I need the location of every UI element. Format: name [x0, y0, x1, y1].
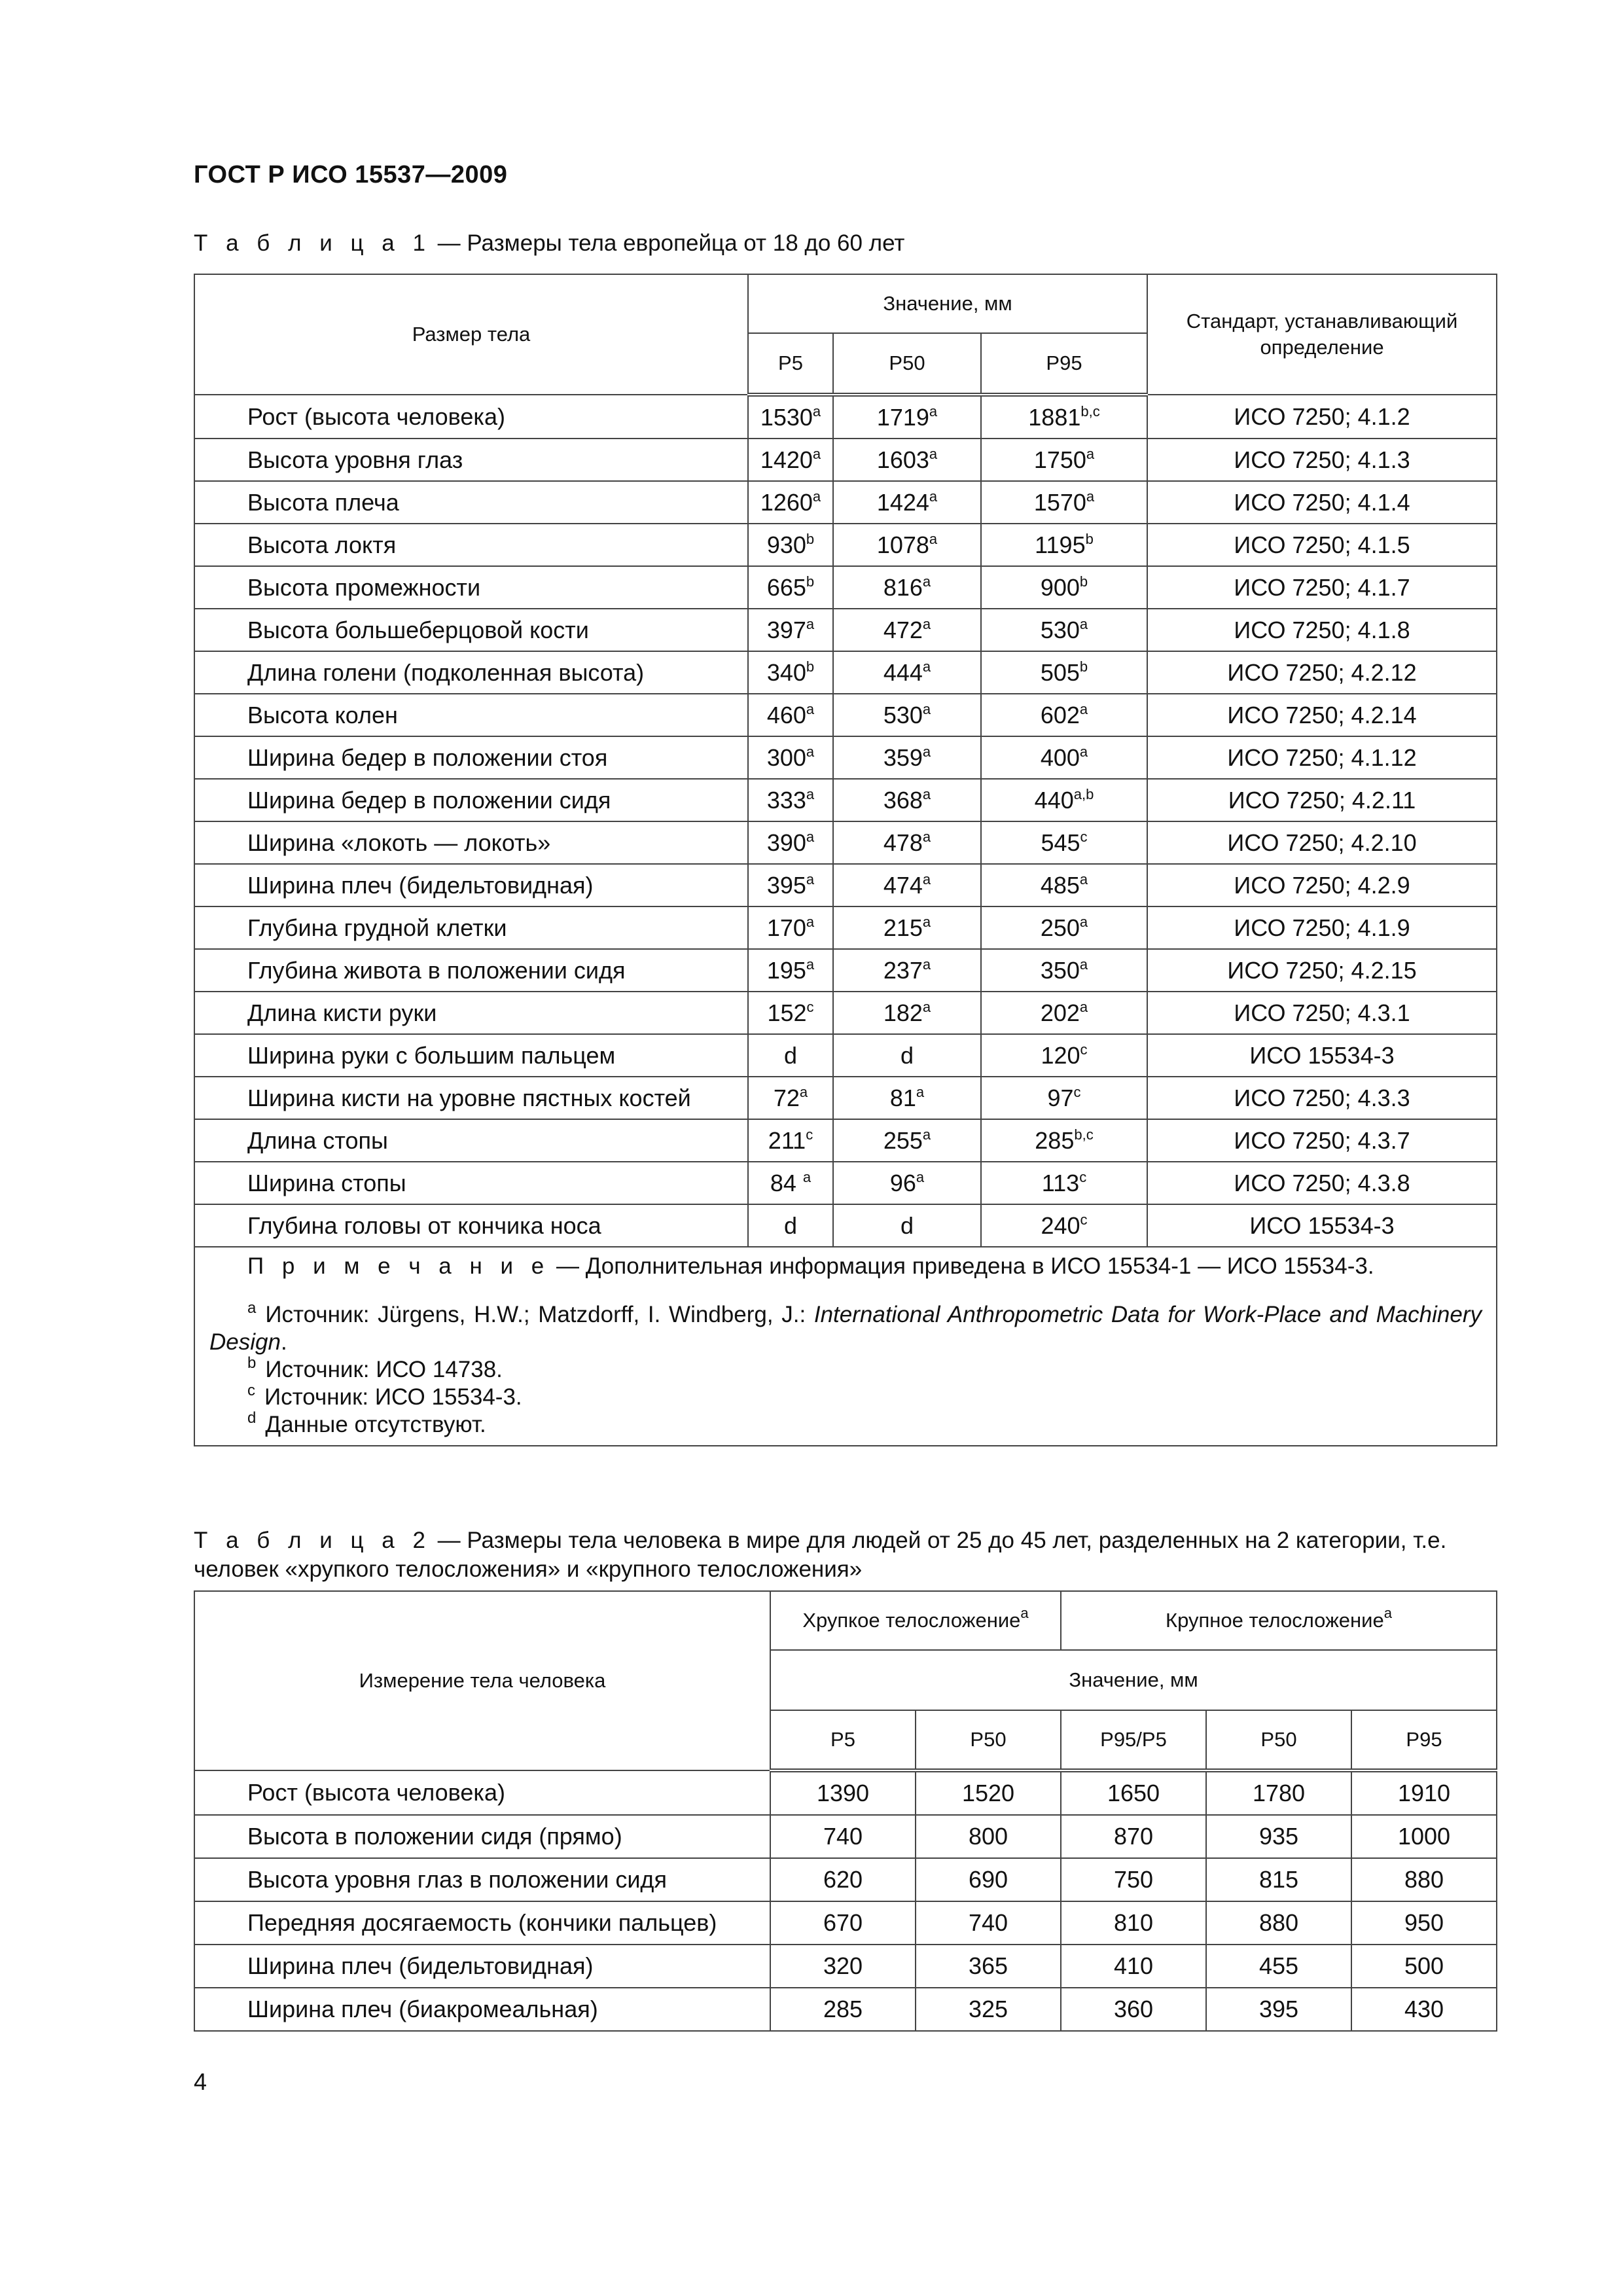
table1-cell-p5: 211$^c$	[748, 1119, 833, 1162]
table1-cell-p50: 237$^a$	[833, 949, 981, 992]
table1-row-name: Глубина грудной клетки	[194, 906, 748, 949]
footnote-d-text: Данные отсутствуют.	[265, 1412, 486, 1437]
table2-cell-v3: 1650	[1061, 1770, 1206, 1815]
table2-header-p50-large: P50	[1206, 1710, 1351, 1770]
table1-row	[194, 1034, 1497, 1077]
table1-cell-p95: 485$^a$	[981, 864, 1147, 906]
table2	[194, 1590, 1497, 2032]
table1-cell-p5: 665$^b$	[748, 566, 833, 609]
table2-cell-v2: 740	[916, 1901, 1061, 1945]
table1-cell-standard: ИСО 15534-3	[1147, 1204, 1497, 1247]
table1-cell-p50: 474$^a$	[833, 864, 981, 906]
table1-cell-standard: ИСО 7250; 4.3.1	[1147, 992, 1497, 1034]
document-header: ГОСТ Р ИСО 15537—2009	[194, 161, 508, 188]
table1-row	[194, 481, 1497, 524]
table1-row-name: Высота уровня глаз	[194, 439, 748, 481]
table1-cell-p5: 170$^a$	[748, 906, 833, 949]
table1-row	[194, 736, 1497, 779]
table1-cell-p50: 1078$^a$	[833, 524, 981, 566]
footnote-b	[209, 1356, 1482, 1384]
table2-cell-v5: 1910	[1351, 1770, 1497, 1815]
table2-cell-v4: 395	[1206, 1988, 1351, 2031]
table1-header-p5: P5	[748, 333, 833, 395]
table2-row-name: Высота в положении сидя (прямо)	[194, 1815, 770, 1858]
footnote-a-end: .	[280, 1329, 287, 1355]
table2-row-name: Ширина плеч (биакромеальная)	[194, 1988, 770, 2031]
table1-row	[194, 949, 1497, 992]
table1-row-name: Ширина руки с большим пальцем	[194, 1034, 748, 1077]
table1-row-name: Высота локтя	[194, 524, 748, 566]
table1-cell-p50: 1424$^a$	[833, 481, 981, 524]
table1-cell-p95: 505$^b$	[981, 651, 1147, 694]
table1-cell-p50: d	[833, 1034, 981, 1077]
table1-cell-standard: ИСО 7250; 4.1.5	[1147, 524, 1497, 566]
table1-cell-p50: 478$^a$	[833, 821, 981, 864]
table1-cell-p5: 300$^a$	[748, 736, 833, 779]
table1-note	[209, 1253, 1482, 1280]
table1-cell-p95: 240$^c$	[981, 1204, 1147, 1247]
table1-cell-standard: ИСО 7250; 4.2.15	[1147, 949, 1497, 992]
table1-notes	[194, 1247, 1497, 1446]
table2-cell-v5: 430	[1351, 1988, 1497, 2031]
table1-note-label: П р и м е ч а н и е	[247, 1253, 550, 1279]
table1-row	[194, 1119, 1497, 1162]
table1-row-name: Ширина плеч (бидельтовидная)	[194, 864, 748, 906]
table1-cell-p50: 368$^a$	[833, 779, 981, 821]
table2-caption-prefix: Т а б л и ц а 2	[194, 1528, 431, 1553]
table1-cell-p50: 816$^a$	[833, 566, 981, 609]
table1-row	[194, 1077, 1497, 1119]
table2-cell-v4: 880	[1206, 1901, 1351, 1945]
table1-cell-p95: 250$^a$	[981, 906, 1147, 949]
table2-caption	[194, 1526, 1496, 1584]
table1-cell-p95: 530$^a$	[981, 609, 1147, 651]
table2-cell-v5: 880	[1351, 1858, 1497, 1901]
table2-row	[194, 1815, 1497, 1858]
table1-cell-standard: ИСО 7250; 4.2.12	[1147, 651, 1497, 694]
table1-cell-standard: ИСО 7250; 4.1.2	[1147, 395, 1497, 439]
table2-cell-v4: 1780	[1206, 1770, 1351, 1815]
table2-cell-v4: 815	[1206, 1858, 1351, 1901]
table2-cell-v5: 500	[1351, 1945, 1497, 1988]
table1-cell-p5: 395$^a$	[748, 864, 833, 906]
table2-row	[194, 1770, 1497, 1815]
footnote-c-mark: c	[247, 1382, 255, 1399]
table1-row-name: Высота большеберцовой кости	[194, 609, 748, 651]
table1-row	[194, 1204, 1497, 1247]
table1-caption-text: — Размеры тела европейца от 18 до 60 лет	[431, 230, 905, 256]
table1-cell-p50: 359$^a$	[833, 736, 981, 779]
table1-row-name: Высота промежности	[194, 566, 748, 609]
table1-row	[194, 651, 1497, 694]
table2-cell-v2: 800	[916, 1815, 1061, 1858]
table1-row-name: Длина кисти руки	[194, 992, 748, 1034]
table1-cell-p95: 350$^a$	[981, 949, 1147, 992]
table2-cell-v5: 1000	[1351, 1815, 1497, 1858]
table1-row	[194, 779, 1497, 821]
table2-header-p50-fragile: P50	[916, 1710, 1061, 1770]
footnote-a-italic: International Anthropometric Data for Work-Place and Machinery Design	[209, 1302, 1482, 1355]
table1-cell-standard: ИСО 7250; 4.3.8	[1147, 1162, 1497, 1204]
table1-note-text: — Дополнительная информация приведена в ИСО 15534-1 — ИСО 15534-3.	[550, 1253, 1374, 1279]
table1-cell-p50: 1719$^a$	[833, 395, 981, 439]
table1-row-name: Ширина бедер в положении стоя	[194, 736, 748, 779]
table1-cell-p50: 444$^a$	[833, 651, 981, 694]
table1-cell-standard: ИСО 7250; 4.1.9	[1147, 906, 1497, 949]
table2-cell-v1: 1390	[770, 1770, 916, 1815]
table2-header-p5: P5	[770, 1710, 916, 1770]
table1-row-name: Ширина «локоть — локоть»	[194, 821, 748, 864]
table1-row	[194, 864, 1497, 906]
table1-cell-p95: 285$^{b,c}$	[981, 1119, 1147, 1162]
table1-cell-p95: 120$^c$	[981, 1034, 1147, 1077]
table2-row-name: Передняя досягаемость (кончики пальцев)	[194, 1901, 770, 1945]
table1-cell-p5: 397$^a$	[748, 609, 833, 651]
table1-cell-p50: 81$^a$	[833, 1077, 981, 1119]
table2-row-name: Ширина плеч (бидельтовидная)	[194, 1945, 770, 1988]
table2-body	[194, 1770, 1497, 2031]
table1-cell-standard: ИСО 7250; 4.2.10	[1147, 821, 1497, 864]
table1-row	[194, 395, 1497, 439]
table1-row-name: Высота колен	[194, 694, 748, 736]
table2-cell-v2: 365	[916, 1945, 1061, 1988]
footnote-b-mark: b	[247, 1354, 257, 1372]
table1-cell-p50: 96$^a$	[833, 1162, 981, 1204]
table2-header-p95-p5: P95/P5	[1061, 1710, 1206, 1770]
table1-cell-p50: 182$^a$	[833, 992, 981, 1034]
table2-row-name: Рост (высота человека)	[194, 1770, 770, 1815]
table2-cell-v4: 455	[1206, 1945, 1351, 1988]
table1-cell-p5: d	[748, 1204, 833, 1247]
table2-header-large: Крупное телосложение$^a$	[1061, 1591, 1497, 1650]
table1-row	[194, 906, 1497, 949]
table1-cell-standard: ИСО 7250; 4.3.7	[1147, 1119, 1497, 1162]
table1-cell-p95: 400$^a$	[981, 736, 1147, 779]
table2-cell-v3: 750	[1061, 1858, 1206, 1901]
table1-header-p50: P50	[833, 333, 981, 395]
table1-caption	[194, 229, 1496, 258]
table1-cell-standard: ИСО 7250; 4.1.4	[1147, 481, 1497, 524]
table1-cell-p5: 930$^b$	[748, 524, 833, 566]
table2-row	[194, 1901, 1497, 1945]
table1-header-standard: Стандарт, устанавливающий определение	[1147, 274, 1497, 395]
table2-row-name: Высота уровня глаз в положении сидя	[194, 1858, 770, 1901]
table1-cell-p5: 72$^a$	[748, 1077, 833, 1119]
table1-cell-p50: 1603$^a$	[833, 439, 981, 481]
table2-header-name: Измерение тела человека	[194, 1591, 770, 1770]
table1-cell-p50: 530$^a$	[833, 694, 981, 736]
table2-header-fragile: Хрупкое телосложение$^a$	[770, 1591, 1061, 1650]
footnote-a-mark: a	[247, 1299, 257, 1317]
table1-cell-standard: ИСО 7250; 4.1.8	[1147, 609, 1497, 651]
table2-cell-v3: 870	[1061, 1815, 1206, 1858]
table1-cell-p5: 1420$^a$	[748, 439, 833, 481]
table1-row	[194, 694, 1497, 736]
table1-cell-p95: 1881$^{b,c}$	[981, 395, 1147, 439]
table1-cell-p5: 195$^a$	[748, 949, 833, 992]
table2-cell-v2: 325	[916, 1988, 1061, 2031]
table1-cell-p95: 1195$^b$	[981, 524, 1147, 566]
table1-cell-p50: 255$^a$	[833, 1119, 981, 1162]
table1-cell-p50: d	[833, 1204, 981, 1247]
footnote-d	[209, 1411, 1482, 1439]
table2-cell-v3: 410	[1061, 1945, 1206, 1988]
table2-cell-v1: 320	[770, 1945, 916, 1988]
table1-header-p95: P95	[981, 333, 1147, 395]
table1-row-name: Длина голени (подколенная высота)	[194, 651, 748, 694]
table1-header-value-group: Значение, мм	[748, 274, 1147, 333]
table1	[194, 274, 1497, 1446]
table1-row-name: Длина стопы	[194, 1119, 748, 1162]
table1-cell-standard: ИСО 7250; 4.1.12	[1147, 736, 1497, 779]
table2-row	[194, 1988, 1497, 2031]
table1-row	[194, 439, 1497, 481]
table1-cell-p5: 460$^a$	[748, 694, 833, 736]
table2-cell-v1: 620	[770, 1858, 916, 1901]
table1-cell-p5: 340$^b$	[748, 651, 833, 694]
table1-cell-p5: 152$^c$	[748, 992, 833, 1034]
table1-cell-standard: ИСО 7250; 4.2.14	[1147, 694, 1497, 736]
table1-cell-p50: 472$^a$	[833, 609, 981, 651]
table1-cell-standard: ИСО 7250; 4.2.9	[1147, 864, 1497, 906]
table1-row	[194, 992, 1497, 1034]
table1-cell-p95: 545$^c$	[981, 821, 1147, 864]
table1-cell-standard: ИСО 7250; 4.1.7	[1147, 566, 1497, 609]
table1-cell-p95: 113$^c$	[981, 1162, 1147, 1204]
table1-body	[194, 395, 1497, 1247]
table2-cell-v1: 285	[770, 1988, 916, 2031]
table1-row	[194, 821, 1497, 864]
table2-cell-v5: 950	[1351, 1901, 1497, 1945]
table2-header-value-group: Значение, мм	[770, 1650, 1497, 1710]
table2-cell-v3: 360	[1061, 1988, 1206, 2031]
table1-row	[194, 1162, 1497, 1204]
table2-cell-v1: 670	[770, 1901, 916, 1945]
footnote-b-text: Источник: ИСО 14738.	[265, 1357, 503, 1382]
table2-row	[194, 1945, 1497, 1988]
table1-row-name: Рост (высота человека)	[194, 395, 748, 439]
table2-row	[194, 1858, 1497, 1901]
table2-caption-text: — Размеры тела человека в мире для людей от 25 до 45 лет, разделенных на 2 категории, т.е. человек «хрупкого телосложения» и «крупного телосложения»	[194, 1528, 1447, 1582]
table1-cell-standard: ИСО 7250; 4.1.3	[1147, 439, 1497, 481]
table1-cell-p95: 97$^c$	[981, 1077, 1147, 1119]
table1-cell-p50: 215$^a$	[833, 906, 981, 949]
table1-cell-p95: 1570$^a$	[981, 481, 1147, 524]
table1-cell-p5: 390$^a$	[748, 821, 833, 864]
footnote-c-text: Источник: ИСО 15534-3.	[264, 1384, 522, 1410]
table2-cell-v1: 740	[770, 1815, 916, 1858]
table2-header-p95: P95	[1351, 1710, 1497, 1770]
table1-cell-p5: 1260$^a$	[748, 481, 833, 524]
table1-cell-standard: ИСО 7250; 4.2.11	[1147, 779, 1497, 821]
table1-cell-p95: 1750$^a$	[981, 439, 1147, 481]
table1-row	[194, 566, 1497, 609]
table1-cell-p5: d	[748, 1034, 833, 1077]
table1-cell-p95: 202$^a$	[981, 992, 1147, 1034]
table1-cell-standard: ИСО 7250; 4.3.3	[1147, 1077, 1497, 1119]
table2-cell-v4: 935	[1206, 1815, 1351, 1858]
table1-cell-p95: 440$^{a,b}$	[981, 779, 1147, 821]
table2-cell-v2: 1520	[916, 1770, 1061, 1815]
footnote-a	[209, 1301, 1482, 1356]
table1-cell-p5: 333$^a$	[748, 779, 833, 821]
footnote-a-text: Источник: Jürgens, H.W.; Matzdorff, I. Windberg, J.:	[265, 1302, 814, 1327]
table2-cell-v2: 690	[916, 1858, 1061, 1901]
table1-cell-p5: 84 $^a$	[748, 1162, 833, 1204]
table1-row	[194, 524, 1497, 566]
table1-row-name: Глубина головы от кончика носа	[194, 1204, 748, 1247]
table1-row-name: Глубина живота в положении сидя	[194, 949, 748, 992]
table1-row-name: Ширина бедер в положении сидя	[194, 779, 748, 821]
table1-caption-prefix: Т а б л и ц а 1	[194, 230, 431, 256]
footnote-d-mark: d	[247, 1409, 257, 1427]
table1-row-name: Ширина кисти на уровне пястных костей	[194, 1077, 748, 1119]
table1-row-name: Ширина стопы	[194, 1162, 748, 1204]
table1-cell-standard: ИСО 15534-3	[1147, 1034, 1497, 1077]
table1-cell-p5: 1530$^a$	[748, 395, 833, 439]
table1-cell-p95: 900$^b$	[981, 566, 1147, 609]
table1-cell-p95: 602$^a$	[981, 694, 1147, 736]
table2-cell-v3: 810	[1061, 1901, 1206, 1945]
table1-row	[194, 609, 1497, 651]
table1-header-name: Размер тела	[194, 274, 748, 395]
page-number: 4	[194, 2068, 207, 2095]
table1-row-name: Высота плеча	[194, 481, 748, 524]
footnote-c	[209, 1384, 1482, 1411]
